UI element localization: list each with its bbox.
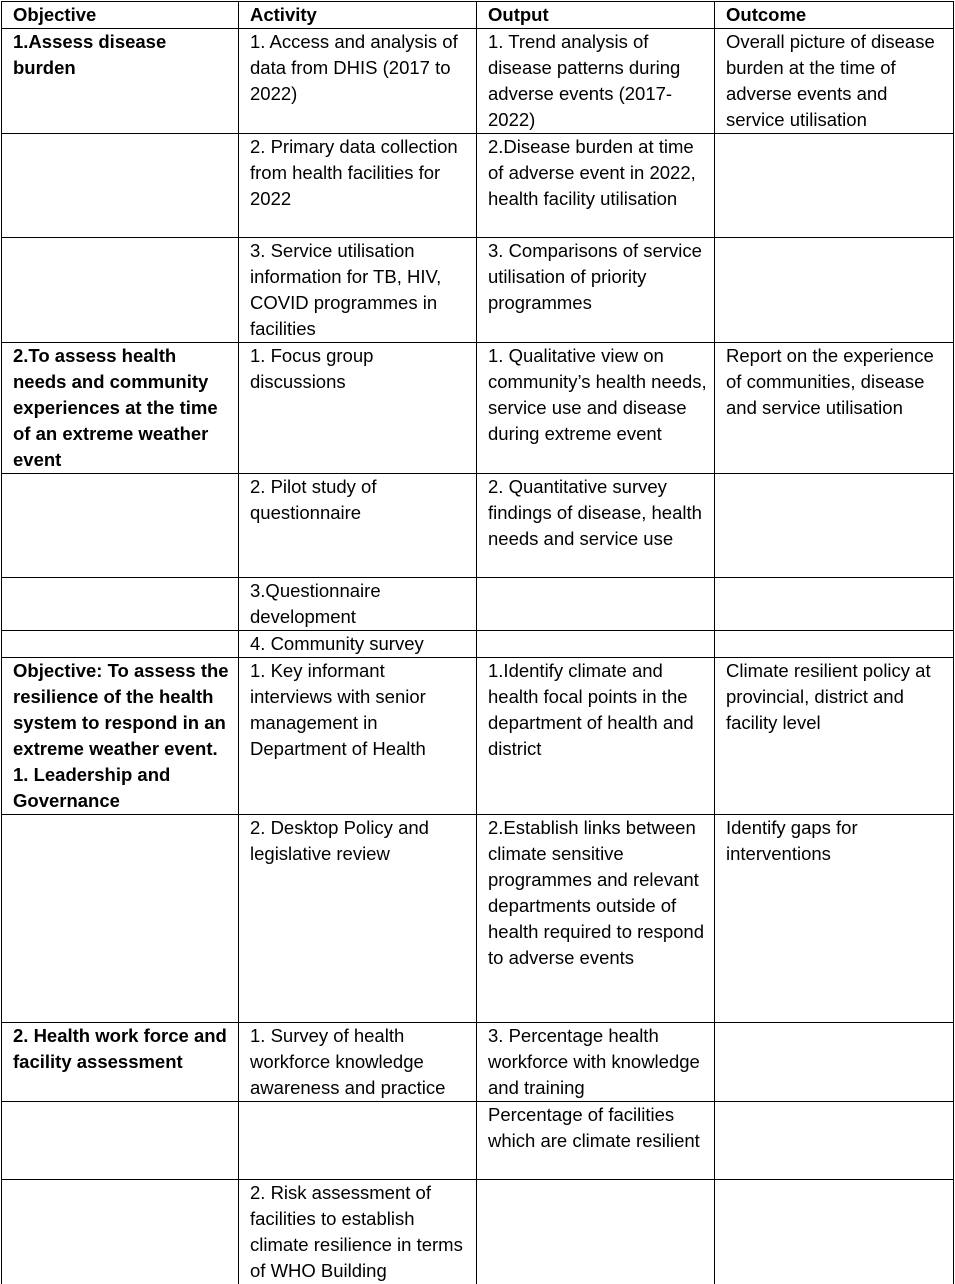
outcome-cell: Overall picture of disease burden at the time of adverse events and service utilisation bbox=[715, 29, 954, 134]
activity-cell bbox=[239, 1102, 477, 1180]
output-cell: 2. Quantitative survey findings of disease, health needs and service use bbox=[477, 474, 715, 578]
table-row bbox=[2, 1102, 954, 1180]
output-cell: 3. Comparisons of service utilisation of priority programmes bbox=[477, 238, 715, 343]
activity-cell: 2. Pilot study of questionnaire bbox=[239, 474, 477, 578]
header-outcome: Outcome bbox=[715, 2, 954, 29]
objective-cell bbox=[2, 474, 239, 578]
table-row bbox=[2, 29, 954, 134]
output-cell: 1. Trend analysis of disease patterns during adverse events (2017-2022) bbox=[477, 29, 715, 134]
table-row bbox=[2, 474, 954, 578]
objectives-table bbox=[1, 1, 954, 1284]
outcome-cell bbox=[715, 134, 954, 238]
outcome-cell bbox=[715, 1023, 954, 1102]
header-activity: Activity bbox=[239, 2, 477, 29]
objective-cell: 1.Assess disease burden bbox=[2, 29, 239, 134]
header-row bbox=[2, 2, 954, 29]
table-row bbox=[2, 238, 954, 343]
outcome-cell bbox=[715, 238, 954, 343]
activity-cell: 2. Desktop Policy and legislative review bbox=[239, 815, 477, 1023]
table-row bbox=[2, 1180, 954, 1284]
header-output: Output bbox=[477, 2, 715, 29]
outcome-cell bbox=[715, 1102, 954, 1180]
activity-cell: 4. Community survey bbox=[239, 631, 477, 658]
activity-cell: 2. Primary data collection from health facilities for 2022 bbox=[239, 134, 477, 238]
activity-cell: 3.Questionnaire development bbox=[239, 578, 477, 631]
header-objective: Objective bbox=[2, 2, 239, 29]
objective-cell bbox=[2, 1102, 239, 1180]
output-cell: 2.Disease burden at time of adverse event in 2022, health facility utilisation bbox=[477, 134, 715, 238]
outcome-cell: Report on the experience of communities, disease and service utilisation bbox=[715, 343, 954, 474]
output-cell: 3. Percentage health workforce with knowledge and training bbox=[477, 1023, 715, 1102]
table-row bbox=[2, 631, 954, 658]
activity-cell: 2. Risk assessment of facilities to establish climate resilience in terms of WHO Building bbox=[239, 1180, 477, 1284]
activity-cell: 1. Access and analysis of data from DHIS (2017 to 2022) bbox=[239, 29, 477, 134]
objective-cell bbox=[2, 815, 239, 1023]
objective-cell bbox=[2, 134, 239, 238]
table-row bbox=[2, 1023, 954, 1102]
activity-cell: 1. Key informant interviews with senior management in Department of Health bbox=[239, 658, 477, 815]
output-cell bbox=[477, 631, 715, 658]
outcome-cell: Identify gaps for interventions bbox=[715, 815, 954, 1023]
output-cell bbox=[477, 578, 715, 631]
objective-cell bbox=[2, 578, 239, 631]
outcome-cell bbox=[715, 1180, 954, 1284]
objective-cell bbox=[2, 1180, 239, 1284]
outcome-cell: Climate resilient policy at provincial, district and facility level bbox=[715, 658, 954, 815]
activity-cell: 1. Focus group discussions bbox=[239, 343, 477, 474]
table-row bbox=[2, 134, 954, 238]
table-row bbox=[2, 578, 954, 631]
outcome-cell bbox=[715, 578, 954, 631]
objective-cell: 2.To assess health needs and community experiences at the time of an extreme weather event bbox=[2, 343, 239, 474]
output-cell bbox=[477, 1180, 715, 1284]
objective-cell bbox=[2, 631, 239, 658]
outcome-cell bbox=[715, 631, 954, 658]
output-cell: 1.Identify climate and health focal points in the department of health and district bbox=[477, 658, 715, 815]
objective-cell: 2. Health work force and facility assessment bbox=[2, 1023, 239, 1102]
table-row bbox=[2, 815, 954, 1023]
objective-cell: Objective: To assess the resilience of the health system to respond in an extreme weather event. 1. Leadership and Governance bbox=[2, 658, 239, 815]
outcome-cell bbox=[715, 474, 954, 578]
objective-cell bbox=[2, 238, 239, 343]
table-row bbox=[2, 658, 954, 815]
output-cell: 1. Qualitative view on community’s health needs, service use and disease during extreme event bbox=[477, 343, 715, 474]
output-cell: Percentage of facilities which are climate resilient bbox=[477, 1102, 715, 1180]
activity-cell: 3. Service utilisation information for TB, HIV, COVID programmes in facilities bbox=[239, 238, 477, 343]
output-cell: 2.Establish links between climate sensitive programmes and relevant departments outside of health required to respond to adverse events bbox=[477, 815, 715, 1023]
table-row bbox=[2, 343, 954, 474]
activity-cell: 1. Survey of health workforce knowledge awareness and practice bbox=[239, 1023, 477, 1102]
